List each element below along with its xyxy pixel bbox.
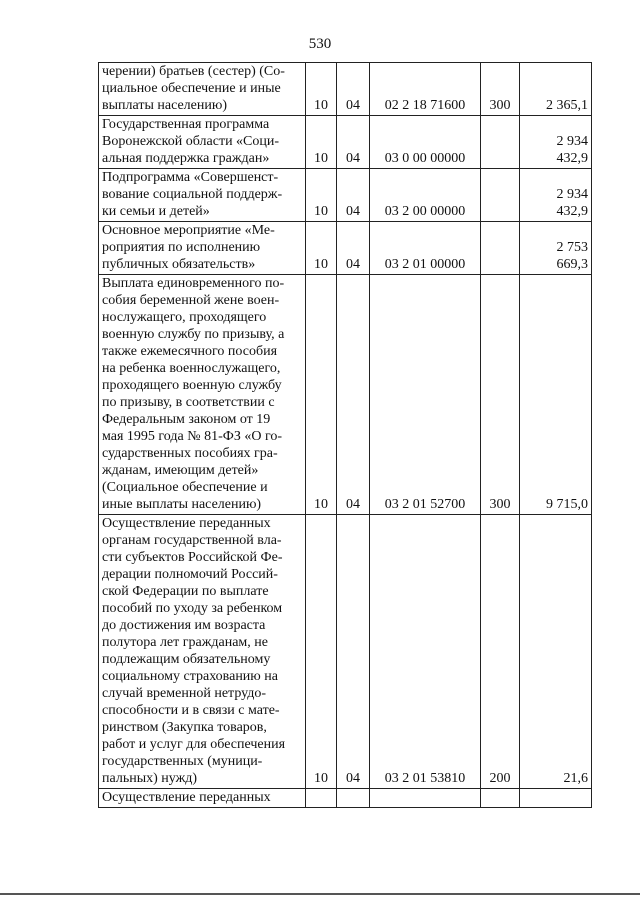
row-rz-cell [306, 63, 337, 116]
table-row [99, 515, 592, 789]
row-name-cell [99, 169, 306, 222]
row-csr-cell [370, 515, 481, 789]
row-csr-text: 03 2 00 00000 [384, 204, 466, 219]
row-pr-text: 04 [346, 497, 360, 512]
row-rz-cell [306, 275, 337, 515]
row-rz-cell [306, 789, 337, 808]
table-row [99, 789, 592, 808]
row-rz-cell [306, 169, 337, 222]
row-vr-cell [481, 63, 520, 116]
row-csr-cell [370, 116, 481, 169]
row-name-cell [99, 63, 306, 116]
row-csr-text: 03 0 00 00000 [384, 151, 466, 166]
row-vr-text: 200 [489, 771, 511, 786]
row-csr-text: 03 2 01 00000 [384, 257, 466, 272]
row-sum-text: 2 753 669,3 [556, 240, 588, 272]
row-vr-cell [481, 116, 520, 169]
row-name-text: Осуществление переданных органам государственной вла- сти субъектов Российской Фе- дерации полномочий Россий- ской Федерации по выплате пособий по уходу за ребенком до достижения им возраста полутора лет гражданам, не подлежащим обязательному социальному страхованию на случай временной нетрудо- способности и в связи с мате- ринством (Закупка товаров, работ и услуг для обеспечения государственных (муници- пальных) нужд) [102, 516, 286, 786]
row-csr-cell [370, 222, 481, 275]
row-sum-text: 9 715,0 [546, 497, 588, 512]
row-sum-text: 2 934 432,9 [556, 134, 588, 166]
page-bottom-edge [0, 893, 640, 895]
row-vr-cell [481, 222, 520, 275]
row-sum-cell [520, 169, 592, 222]
row-csr-text: 03 2 01 52700 [384, 497, 466, 512]
row-pr-cell [337, 515, 370, 789]
row-name-text: Подпрограмма «Совершенст- вование социальной поддерж- ки семьи и детей» [102, 170, 283, 219]
row-pr-cell [337, 275, 370, 515]
row-rz-text: 10 [314, 204, 328, 219]
row-name-cell [99, 116, 306, 169]
row-rz-text: 10 [314, 257, 328, 272]
row-vr-text: 300 [489, 98, 511, 113]
row-sum-cell [520, 515, 592, 789]
row-name-cell [99, 222, 306, 275]
row-rz-text: 10 [314, 771, 328, 786]
row-sum-cell [520, 275, 592, 515]
row-rz-cell [306, 222, 337, 275]
row-pr-text: 04 [346, 98, 360, 113]
row-vr-cell [481, 275, 520, 515]
row-name-text: Государственная программа Воронежской области «Соци- альная поддержка граждан» [102, 117, 280, 166]
row-pr-cell [337, 222, 370, 275]
row-rz-cell [306, 116, 337, 169]
row-sum-cell [520, 789, 592, 808]
row-sum-cell [520, 63, 592, 116]
row-rz-text: 10 [314, 151, 328, 166]
budget-table [98, 62, 592, 808]
row-pr-text: 04 [346, 151, 360, 166]
row-rz-cell [306, 515, 337, 789]
row-vr-cell [481, 515, 520, 789]
row-pr-text: 04 [346, 204, 360, 219]
row-name-text: Осуществление переданных [102, 790, 271, 805]
page-number: 530 [308, 36, 332, 52]
row-vr-cell [481, 789, 520, 808]
row-rz-text: 10 [314, 98, 328, 113]
row-sum-cell [520, 222, 592, 275]
row-csr-cell [370, 275, 481, 515]
row-vr-text: 300 [489, 497, 511, 512]
table-row [99, 222, 592, 275]
row-pr-text: 04 [346, 771, 360, 786]
row-sum-text: 21,6 [563, 771, 588, 786]
row-pr-cell [337, 63, 370, 116]
row-csr-cell [370, 63, 481, 116]
table-row [99, 116, 592, 169]
row-sum-text: 2 365,1 [546, 98, 588, 113]
row-sum-text: 2 934 432,9 [556, 187, 588, 219]
row-pr-cell [337, 789, 370, 808]
row-rz-text: 10 [314, 497, 328, 512]
table-body [99, 63, 592, 808]
row-csr-cell [370, 169, 481, 222]
row-name-text: Основное мероприятие «Ме- роприятия по исполнению публичных обязательств» [102, 223, 275, 272]
row-pr-text: 04 [346, 257, 360, 272]
row-csr-cell [370, 789, 481, 808]
table-row [99, 63, 592, 116]
row-name-text: черении) братьев (сестер) (Со- циальное обеспечение и иные выплаты населению) [102, 64, 285, 113]
row-vr-cell [481, 169, 520, 222]
row-name-text: Выплата единовременного по- собия беременной жене воен- нослужащего, проходящего военную службу по призыву, а также ежемесячного пособия на ребенка военнослужащего, проходящего военную службу по призыву, в соответствии с Федеральным законом от 19 мая 1995 года № 81-ФЗ «О го- сударственных пособиях гра- жданам, имеющим детей» (Социальное обеспечение и иные выплаты населению) [102, 276, 285, 512]
row-pr-cell [337, 116, 370, 169]
row-csr-text: 03 2 01 53810 [384, 771, 466, 786]
row-sum-cell [520, 116, 592, 169]
table-row [99, 275, 592, 515]
table-row [99, 169, 592, 222]
row-pr-cell [337, 169, 370, 222]
row-name-cell [99, 275, 306, 515]
row-name-cell [99, 515, 306, 789]
row-name-cell [99, 789, 306, 808]
row-csr-text: 02 2 18 71600 [384, 98, 466, 113]
